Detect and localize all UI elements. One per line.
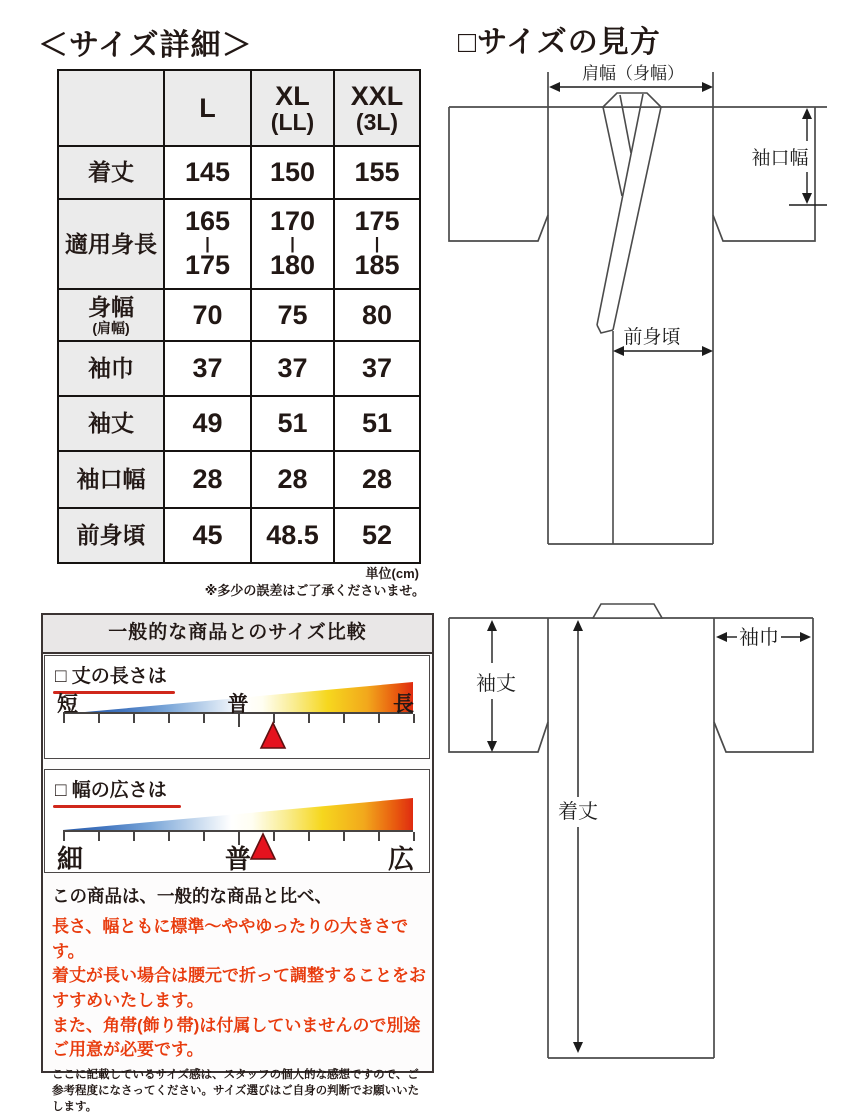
size-table-row — [58, 396, 420, 451]
size-table-row — [58, 508, 420, 563]
size-value-cell: 48.5 — [251, 508, 334, 563]
scale-tick — [168, 832, 170, 841]
row-label: 袖丈 — [58, 396, 164, 451]
scale-tick — [343, 714, 345, 723]
scale-tick — [378, 832, 380, 841]
size-value-cell: 37 — [251, 341, 334, 396]
size-column-header: XL (LL) — [251, 70, 334, 146]
row-label: 袖巾 — [58, 341, 164, 396]
scale-tick — [98, 832, 100, 841]
size-value-cell: 28 — [164, 451, 251, 508]
comparison-intro: この商品は、一般的な商品と比べ、 — [52, 886, 332, 906]
red-note: 着丈が長い場合は腰元で折って調整することをおすすめいたします。 — [52, 966, 426, 1010]
size-value-cell: 155 — [334, 146, 420, 199]
sleeve-width-label: 袖巾 — [739, 627, 779, 649]
scale-tick — [203, 714, 205, 723]
width-comparison-scale — [44, 769, 430, 873]
garment-length-label: 着丈 — [558, 801, 598, 823]
size-value-cell: 37 — [164, 341, 251, 396]
unit-note: 単位(cm) — [365, 566, 419, 581]
row-label: 身幅 (肩幅) — [58, 289, 164, 341]
scale-end-label: 普 — [224, 844, 252, 874]
length-scale-graphic — [45, 656, 429, 758]
table-corner-cell — [58, 70, 164, 146]
length-scale-title: □ 丈の長さは — [55, 666, 167, 687]
size-value-cell: 51 — [334, 396, 420, 451]
size-comparison-panel — [41, 613, 434, 1114]
size-value-cell: 175 | 185 — [334, 199, 420, 289]
size-value-cell: 165 | 175 — [164, 199, 251, 289]
scale-end-label: 細 — [57, 844, 84, 874]
size-value-cell: 28 — [334, 451, 420, 508]
front-garment-outline — [449, 72, 827, 544]
scale-tick — [308, 714, 310, 723]
back-kimono-diagram — [440, 595, 840, 1073]
size-value-cell: 28 — [251, 451, 334, 508]
sleeve-length-label: 袖丈 — [476, 673, 516, 695]
size-value-cell: 45 — [164, 508, 251, 563]
cuff-width-label: 袖口幅 — [751, 148, 809, 169]
red-note: 長さ、幅ともに標準〜ややゆったりの大きさです。 — [52, 917, 409, 961]
gradient-wedge — [85, 682, 413, 712]
size-value-cell: 49 — [164, 396, 251, 451]
scale-tick — [378, 714, 380, 723]
length-comparison-scale — [44, 655, 430, 759]
size-column-header: XXL (3L) — [334, 70, 420, 146]
row-label: 袖口幅 — [58, 451, 164, 508]
front-collar — [597, 93, 661, 544]
size-value-cell: 75 — [251, 289, 334, 341]
size-value-cell: 52 — [334, 508, 420, 563]
red-notes — [52, 915, 428, 1063]
size-value-cell: 51 — [251, 396, 334, 451]
scale-tick — [98, 714, 100, 723]
size-table-row — [58, 341, 420, 396]
scale-tick — [133, 714, 135, 723]
row-label: 前身頃 — [58, 508, 164, 563]
back-collar — [593, 604, 662, 618]
scale-tick — [308, 832, 310, 841]
back-dimension-lines — [487, 620, 811, 1053]
front-kimono-diagram — [440, 58, 840, 563]
scale-tick — [203, 832, 205, 841]
tolerance-note: ※多少の誤差はご了承くださいませ。 — [204, 583, 425, 598]
comparison-header: 一般的な商品とのサイズ比較 — [43, 615, 432, 654]
red-note: また、角帯(飾り帯)は付属していませんので別途ご用意が必要です。 — [52, 1015, 421, 1060]
front-panel-label: 前身頃 — [623, 327, 681, 348]
scale-tick — [343, 832, 345, 841]
size-value-cell: 170 | 180 — [251, 199, 334, 289]
width-scale-title: □ 幅の広さは — [55, 780, 167, 801]
comparison-text-block — [52, 883, 428, 1115]
size-value-cell: 70 — [164, 289, 251, 341]
size-table-row — [58, 289, 420, 341]
size-table-row — [58, 146, 420, 199]
page-title-how-to-read: □サイズの見方 — [458, 26, 661, 59]
size-value-cell: 37 — [334, 341, 420, 396]
size-table-row — [58, 451, 420, 508]
page-title-size-detail: ＜サイズ詳細＞ — [38, 29, 253, 62]
front-dimension-lines — [549, 82, 827, 356]
row-label: 適用身長 — [58, 199, 164, 289]
shoulder-width-label: 肩幅（身幅） — [582, 64, 684, 83]
width-scale-graphic — [45, 770, 429, 872]
row-label: 着丈 — [58, 146, 164, 199]
gradient-wedge — [63, 798, 413, 830]
scale-tick — [168, 714, 170, 723]
size-value-cell: 150 — [251, 146, 334, 199]
scale-end-label: 短 — [57, 693, 78, 716]
scale-end-label: 長 — [393, 693, 414, 716]
size-column-header: L — [164, 70, 251, 146]
position-marker-triangle — [260, 722, 286, 749]
size-table-row — [58, 199, 420, 289]
size-value-cell: 80 — [334, 289, 420, 341]
size-table — [57, 69, 421, 564]
scale-end-label: 普 — [227, 693, 249, 716]
fine-print: ここに記載しているサイズ感は、スタッフの個人的な感想ですので、ご参考程度になさってください。サイズ選びはご自身の判断でお願いいたします。 — [52, 1068, 420, 1114]
scale-tick — [133, 832, 135, 841]
position-marker-triangle — [250, 833, 276, 860]
scale-end-label: 広 — [387, 844, 414, 874]
size-value-cell: 145 — [164, 146, 251, 199]
